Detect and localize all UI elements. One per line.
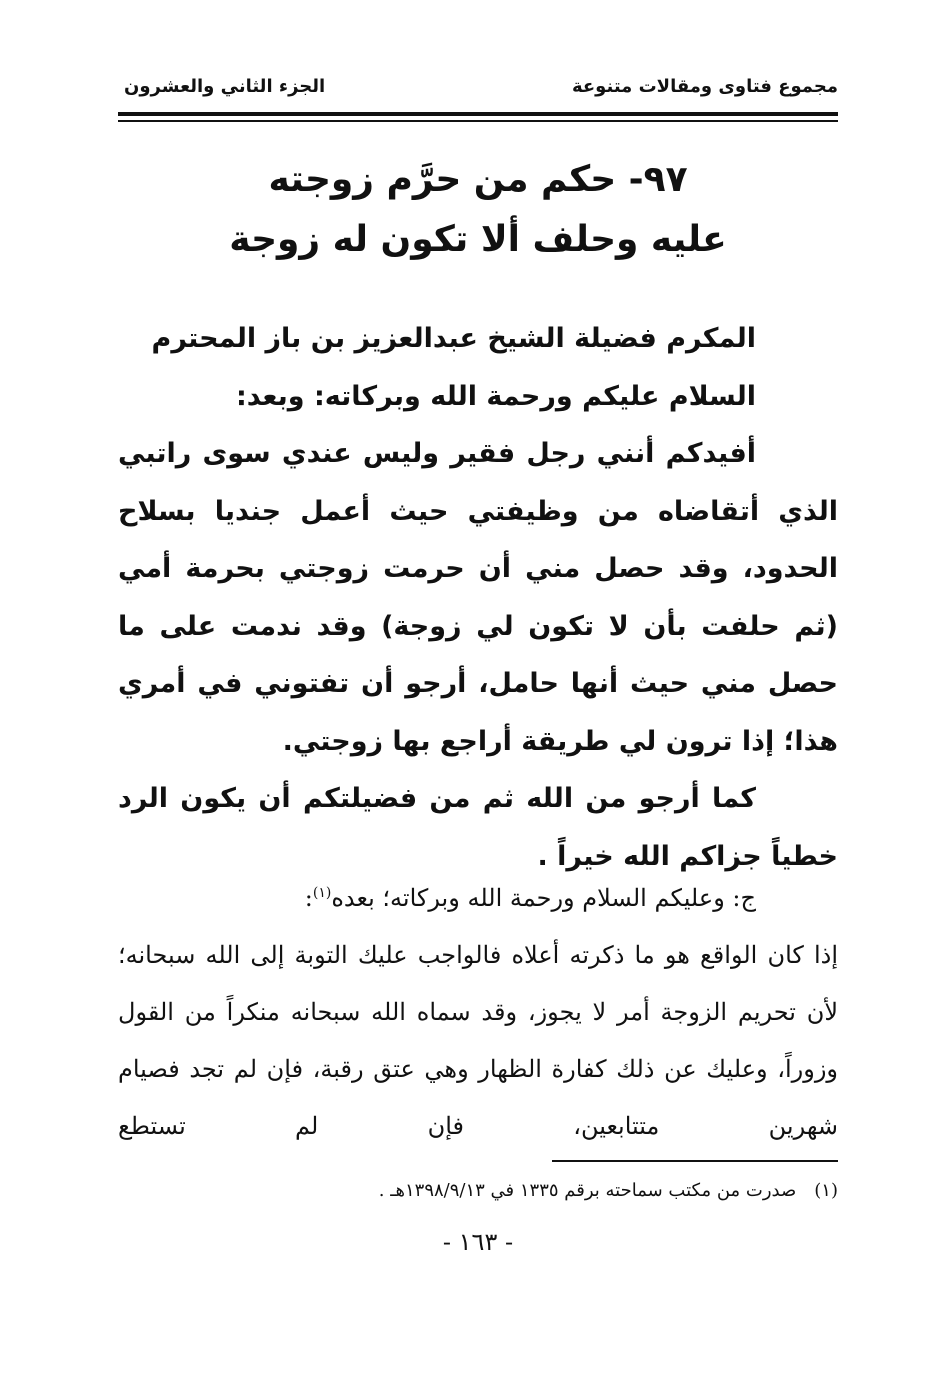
footnote-text: صدرت من مكتب سماحته برقم ١٣٣٥ في ١٣٩٨/٩/١٣هـ .	[378, 1180, 797, 1201]
answer-body: إذا كان الواقع هو ما ذكرته أعلاه فالواجب عليك التوبة إلى الله سبحانه؛ لأن تحريم الزوجة أمر لا يجوز، وقد سماه الله سبحانه منكراً من القول وزوراً، وعليك عن ذلك كفارة الظهار وهي عتق رقبة، فإن لم تجد فصيام شهرين متتابعين، فإن لم تستطع	[118, 941, 838, 1140]
answer-opening-text: ج: وعليكم السلام ورحمة الله وبركاته؛ بعده	[331, 884, 756, 912]
header-rule-thick	[118, 112, 838, 116]
footnote-marker: (١)	[814, 1180, 838, 1201]
running-header	[118, 70, 838, 106]
question-closing: كما أرجو من الله ثم من فضيلتكم أن يكون الرد خطياً جزاكم الله خيراً .	[118, 783, 838, 872]
question-greeting: السلام عليكم ورحمة الله وبركاته: وبعد:	[236, 380, 756, 412]
footnote-separator	[552, 1160, 838, 1162]
footnote-reference[interactable]: (١)	[312, 885, 332, 901]
answer-block	[118, 870, 838, 1155]
book-title: مجموع فتاوى ومقالات متنوعة	[571, 76, 838, 97]
answer-opening-end: :	[304, 884, 313, 912]
volume-label: الجزء الثاني والعشرون	[124, 76, 326, 97]
chapter-title	[118, 150, 838, 270]
question-body: أفيدكم أنني رجل فقير وليس عندي سوى راتبي الذي أتقاضاه من وظيفتي حيث أعمل جنديا بسلاح الحدود، وقد حصل مني أن حرمت زوجتي بحرمة أمي (ثم حلفت بأن لا تكون لي زوجة) وقد ندمت على ما حصل مني حيث أنها حامل، أرجو أن تفتوني في أمري هذا؛ إذا ترون لي طريقة أراجع بها زوجتي.	[118, 438, 838, 757]
chapter-title-line-2: عليه وحلف ألا تكون له زوجة	[229, 219, 727, 260]
footnote	[118, 1180, 838, 1201]
answer-opening	[118, 870, 838, 927]
page-number: - ١٦٣ -	[442, 1228, 514, 1256]
question-addressee: المكرم فضيلة الشيخ عبدالعزيز بن باز المحترم	[151, 323, 756, 354]
chapter-title-line-1: ٩٧- حكم من حرَّم زوجته	[268, 159, 688, 200]
header-rule-thin	[118, 120, 838, 122]
question-block	[118, 310, 838, 885]
